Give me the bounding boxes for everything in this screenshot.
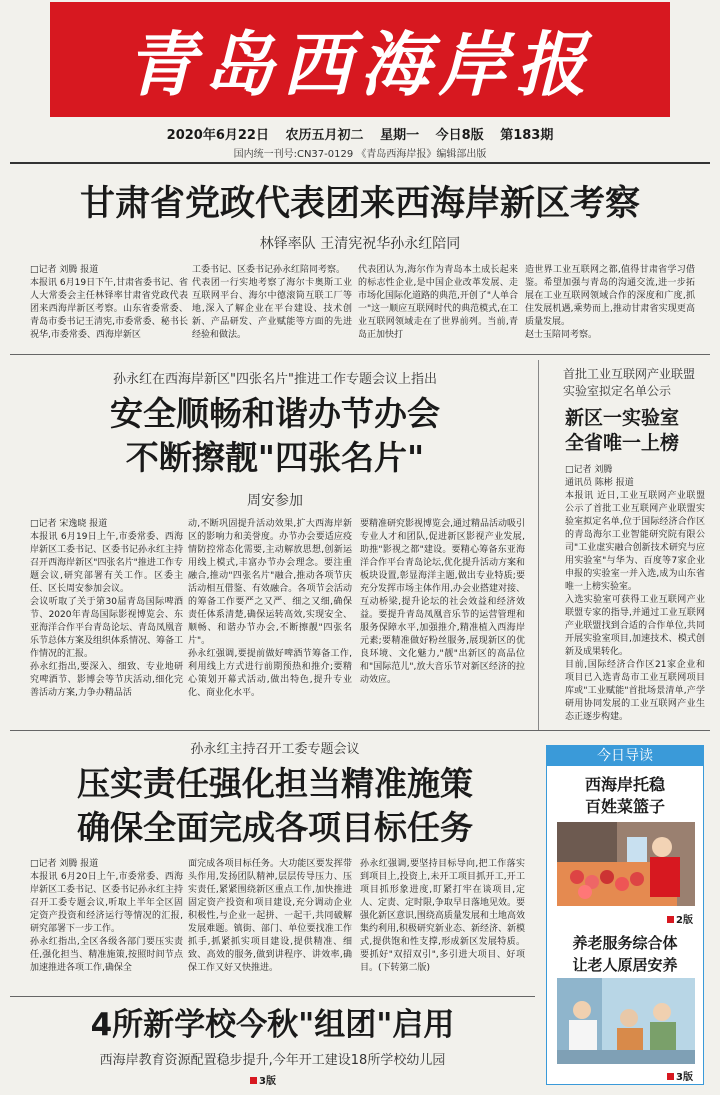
- story1-col1: □记者 刘腾 报道 本报讯 6月19日下午,甘肃省委书记、省人大常委会主任林铎率甘肃省党政代表团来西海岸新区考察。山东省委常委、青岛市委书记王清宪,市委常委、秘书长祝华,市委常委、西海岸新区: [30, 265, 188, 340]
- story2-subhead: 周安参加: [247, 493, 303, 509]
- story2-col1: □记者 宋逸晓 报道 本报讯 6月19日上午,市委常委、西海岸新区工委书记、区委书记孙永红主持召开西海岸新区"四张名片"推进工作专题会议,研究部署有关工作。区委主任、区长周安参加会议。 会议听取了关于第30届青岛国际啤酒节、2020年青岛国际影视博览会、东亚海洋合作平台青岛论坛、青岛凤凰音乐节总体方案及组织体系情况、筹备工作情况的汇报。 孙永红指出,要深入、细致、专业地研究啤酒节、影博会等节庆活动,细化完善活动方案,力争办精品活: [30, 519, 183, 698]
- page-count: 今日8版: [435, 128, 484, 143]
- guide-item2-page[interactable]: [667, 1068, 693, 1083]
- story3-headline-line1: 压实责任强化担当精准施策: [77, 764, 473, 803]
- rule-2: [10, 730, 710, 731]
- registration-line: 国内统一刊号:CN37-0129 《青岛西海岸报》编辑部出版: [233, 149, 487, 160]
- sidebar-divider: [538, 360, 539, 730]
- story3-col3: 孙永红强调,要坚持目标导向,把工作落实到项目上,投资上,未开工项目抓开工,开工项目抓形象进度,盯紧打牢在谈项目,定人、定责、定时限,争取早日落地见效。要强化新区意识,围绕高质量发展和土地高效集约利用,积极研究新业态、新经济、新模式,提供饱和性支撑,形成新区发展特质。要抓好"双招双引",多引进大项目、好项目。(下转第二版): [360, 859, 525, 973]
- sidebar1-kicker: 首批工业互联网产业联盟实验室拟定名单公示: [563, 367, 696, 398]
- rule-3: [10, 996, 535, 997]
- story1-col3: 代表团认为,海尔作为青岛本土成长起来的标志性企业,是中国企业改革发展、走市场化国际化道路的典范,开创了"人单合一"这一顺应互联网时代的典范模式,在工业互联网领域走在了世界前列。当前,青岛正加快打: [358, 265, 518, 340]
- issue-date: 2020年6月22日: [166, 128, 269, 143]
- guide-item2-page-label: 3版: [676, 1072, 693, 1083]
- rule-1: [10, 354, 710, 355]
- story3-col1: □记者 刘腾 报道 本报讯 6月20日上午,市委常委、西海岸新区工委书记、区委书记孙永红主持召开工委专题会议,听取上半年全区固定资产投资和经济运行等情况的汇报,研究部署下一步工作。 孙永红指出,全区各级各部门要压实责任,强化担当、精准施策,按照时间节点加速推进各项工作,确保全: [30, 859, 183, 973]
- story1-headline: 甘肃省党政代表团来西海岸新区考察: [79, 184, 640, 224]
- story3-headline-line2: 确保全面完成各项目标任务: [77, 808, 473, 847]
- vegetable-market-photo: [557, 822, 695, 906]
- today-guide-box: [546, 745, 704, 1085]
- story1-col4: 造世界工业互联网之都,值得甘肃省学习借鉴。希望加强与青岛的沟通交流,进一步拓展在工业互联网领域合作的深度和广度,抓住发展机遇,乘势而上,推动甘肃省实现更高质量发展。 赵士玉陪同考察。: [525, 265, 695, 340]
- issue-number: 第183期: [500, 128, 554, 143]
- story3-kicker: 孙永红主持召开工委专题会议: [190, 742, 360, 757]
- guide-item2-title[interactable]: [547, 932, 703, 976]
- sidebar1-headline-line2: 全省唯一上榜: [565, 432, 680, 454]
- guide-item2-title-line1: 养老服务综合体: [572, 934, 678, 952]
- sidebar1-body: □记者 刘腾 通讯员 陈彬 报道 本报讯 近日,工业互联网产业联盟公示了首批工业互联网产业联盟实验室拟定名单,位于国际经济合作区的青岛海尔工业智能研究院有限公司"工业虚实融合创新技术研究与应用实验室"与华为、百度等7家企业申报的实验室一并入选,成为山东省唯一上榜实验室。 入选实验室可获得工业互联网产业联盟专家的指导,并通过工业互联网产业联盟找到合适的合作单位,共同开展实验室项目,加速技术、模式创新及成果转化。 目前,国际经济合作区21家企业和项目已入选青岛市工业互联网项目库或"工业赋能"首批场景清单,产学研用协同发展的工业互联网产业生态正逐步构建。: [565, 465, 705, 722]
- guide-item2-title-line2: 让老人原居安养: [572, 956, 678, 974]
- guide-item1-title-line1: 西海岸托稳: [584, 775, 665, 794]
- story1-subhead: 林铎率队 王清宪祝华孙永红陪同: [259, 236, 461, 252]
- masthead: [50, 2, 670, 117]
- story4-page[interactable]: [250, 1072, 276, 1087]
- story4-page-label: 3版: [259, 1076, 276, 1087]
- lunar-date: 农历五月初二: [285, 128, 364, 143]
- story4-headline: 4所新学校今秋"组团"启用: [90, 1007, 455, 1043]
- story3-col2: 面完成各项目标任务。大功能区要发挥带头作用,发扬团队精神,层层传导压力、压实责任,紧紧围绕新区重点工作,加快推进固定资产投资和项目建设,充分调动企业积极性,与企业一起拼、一起干,共同破解发展难题。镇街、部门、单位要找准工作抓手,抓紧抓实项目建设,提供精准、细致、高效的服务,做到讲程序、讲效率,确保工作又好又快推进。: [188, 859, 352, 973]
- guide-item1-page[interactable]: [667, 911, 693, 926]
- sidebar1-headline-line1: 新区一实验室: [565, 407, 680, 429]
- top-rule: [10, 162, 710, 164]
- guide-item1-title[interactable]: [547, 774, 703, 818]
- story2-headline-line1: 安全顺畅和谐办节办会: [110, 394, 440, 433]
- elderly-care-photo: [557, 978, 695, 1064]
- story2-kicker: 孙永红在西海岸新区"四张名片"推进工作专题会议上指出: [113, 372, 437, 387]
- guide-header: 今日导读: [547, 746, 703, 766]
- guide-item1-title-line2: 百姓菜篮子: [584, 797, 665, 816]
- story4-subhead: 西海岸教育资源配置稳步提升,今年开工建设18所学校幼儿园: [99, 1053, 446, 1068]
- story2-col2: 动,不断巩固提升活动效果,扩大西海岸新区的影响力和美誉度。办节办会要适应疫情防控常态化需要,主动解放思想,创新运用线上模式,丰富办节办会理念。要注重融合,推动"四张名片"融合,推动各项节庆活动相互借鉴、有效融合。各项节会活动的筹备工作要严之又严、细之又细,确保责任体系清楚,确保运转高效,实现安全、顺畅、和谐办节办会,不断擦靓"四张名片"。 孙永红强调,要提前做好啤酒节筹备工作,利用线上方式进行前期预热和推介;要精心策划开幕式活动,做出特色,提升专业化、商业化水平。: [188, 519, 352, 698]
- weekday: 星期一: [380, 128, 420, 143]
- guide-item1-page-label: 2版: [676, 915, 693, 926]
- story2-headline-line2: 不断擦靓"四张名片": [125, 438, 425, 477]
- dateline: [0, 124, 720, 143]
- story1-col2: 工委书记、区委书记孙永红陪同考察。 代表团一行实地考察了海尔卡奥斯工业互联网平台、海尔中德滚筒互联工厂等地,深入了解企业在平台建设、技术创新、产品研发、产业赋能等方面的先进经验和做法。: [192, 265, 352, 340]
- newspaper-title: 青岛西海岸报: [126, 23, 594, 106]
- story2-col3: 要精准研究影视博览会,通过精品活动吸引专业人才和团队,促进新区影视产业发展,助推"影视之都"建设。要精心筹备东亚海洋合作平台青岛论坛,优化提升活动方案和板块设置,彰显海洋主题,做出专业特质;要充分发挥市场主体作用,办会业搭建对接、互动桥梁,提升论坛的社会效益和经济效益。要提升青岛凤凰音乐节的运营管理和服务保障水平,加强推介,精准植入西海岸元素;要精准做好粉丝服务,展现新区的优良环境、文化魅力,"靓"出新区的高品位和"国际范儿",放大音乐节对新区经济的拉动效应。: [360, 519, 525, 685]
